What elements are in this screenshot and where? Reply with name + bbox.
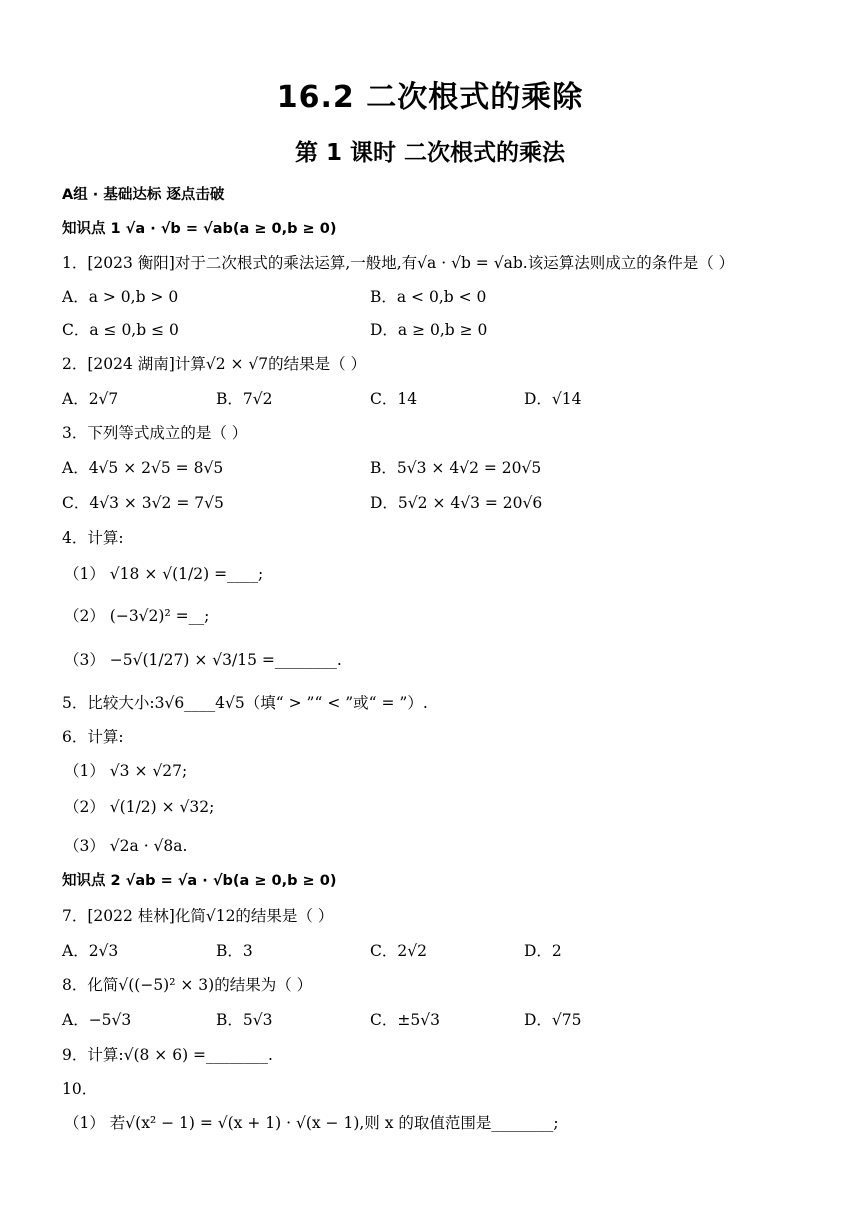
lesson-subtitle: 第 1 课时 二次根式的乘法 <box>294 140 566 166</box>
question-4-part-1: （1） √18 × √(1/2) =____; <box>64 565 264 583</box>
question-6-part-3: （3） √2a · √8a. <box>64 837 188 855</box>
question-4-part-3: （3） −5√(1/27) × √3/15 =________. <box>64 651 342 669</box>
question-9: 9．计算:√(8 × 6) =________. <box>62 1046 273 1064</box>
question-6-part-2: （2） √(1/2) × √32; <box>64 798 215 816</box>
question-2-option-d: D．√14 <box>524 390 582 408</box>
question-1-option-d: D．a ≥ 0,b ≥ 0 <box>370 321 488 339</box>
question-7-stem: 7．[2022 桂林]化简√12的结果是（ ） <box>62 907 334 925</box>
question-8-option-c: C．±5√3 <box>370 1011 440 1029</box>
question-7-option-d: D．2 <box>524 942 562 960</box>
question-5: 5．比较大小:3√6____4√5（填“ > ”“ < ”或“ = ”）. <box>62 694 428 712</box>
question-7-option-b: B．3 <box>216 942 253 960</box>
section-a-heading: A组 · 基础达标 逐点击破 <box>62 187 225 203</box>
question-10-stem: 10． <box>62 1080 98 1098</box>
question-8-option-a: A．−5√3 <box>62 1011 132 1029</box>
question-3-option-d: D．5√2 × 4√3 = 20√6 <box>370 494 543 512</box>
question-4-part-2: （2） (−3√2)² =__; <box>64 607 210 625</box>
question-1-option-a: A．a > 0,b > 0 <box>62 288 179 306</box>
knowledge-point-2: 知识点 2 √ab = √a · √b(a ≥ 0,b ≥ 0) <box>62 873 337 889</box>
page-title: 16.2 二次根式的乘除 <box>276 80 584 115</box>
question-1-stem: 1．[2023 衡阳]对于二次根式的乘法运算,一般地,有√a · √b = √ab.该运算法则成立的条件是（ ） <box>62 254 735 272</box>
question-7-option-c: C．2√2 <box>370 942 427 960</box>
question-7-option-a: A．2√3 <box>62 942 119 960</box>
question-10-part-1: （1） 若√(x² − 1) = √(x + 1) · √(x − 1),则 x 的取值范围是________; <box>64 1114 559 1132</box>
question-6-part-1: （1） √3 × √27; <box>64 762 188 780</box>
question-2-stem: 2．[2024 湖南]计算√2 × √7的结果是（ ） <box>62 355 367 373</box>
question-3-option-c: C．4√3 × 3√2 = 7√5 <box>62 494 224 512</box>
knowledge-point-1: 知识点 1 √a · √b = √ab(a ≥ 0,b ≥ 0) <box>62 221 337 237</box>
question-3-option-b: B．5√3 × 4√2 = 20√5 <box>370 459 542 477</box>
question-1-option-b: B．a < 0,b < 0 <box>370 288 487 306</box>
question-4-stem: 4．计算: <box>62 529 124 547</box>
question-8-option-b: B．5√3 <box>216 1011 273 1029</box>
question-8-stem: 8．化简√((−5)² × 3)的结果为（ ） <box>62 976 313 994</box>
question-2-option-c: C．14 <box>370 390 418 408</box>
question-8-option-d: D．√75 <box>524 1011 582 1029</box>
question-3-stem: 3．下列等式成立的是（ ） <box>62 424 248 442</box>
question-2-option-b: B．7√2 <box>216 390 273 408</box>
question-2-option-a: A．2√7 <box>62 390 119 408</box>
question-3-option-a: A．4√5 × 2√5 = 8√5 <box>62 459 224 477</box>
question-1-option-c: C．a ≤ 0,b ≤ 0 <box>62 321 179 339</box>
question-6-stem: 6．计算: <box>62 728 124 746</box>
